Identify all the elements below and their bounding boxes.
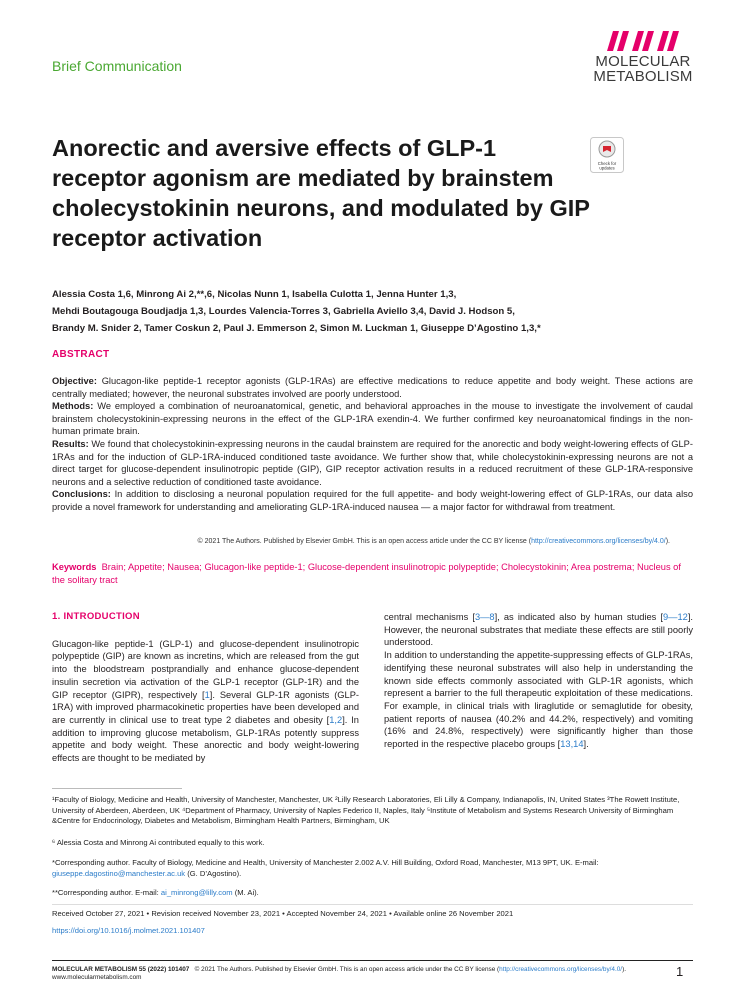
dates-divider — [52, 904, 693, 905]
license-suffix: ). — [665, 538, 670, 545]
section-label: Brief Communication — [52, 58, 182, 74]
intro-left-column — [52, 611, 359, 765]
author-line: Alessia Costa 1,6, Minrong Ai 2,**,6, Nicolas Nunn 1, Isabella Culotta 1, Jenna Hunter 1,3, — [52, 289, 457, 300]
keywords-text: Brain; Appetite; Nausea; Glucagon-like peptide-1; Glucose-dependent insulinotropic polypeptide; Cholecystokinin; Area postrema; Nucleus of the solitary tract — [52, 562, 681, 585]
logo-line1: MOLECULAR — [595, 53, 691, 70]
article-dates: Received October 27, 2021 • Revision received November 23, 2021 • Accepted November 24, 2021 • Available online 26 November 2021 — [52, 909, 514, 918]
footer-divider — [52, 960, 693, 961]
citation-link[interactable]: 13,14 — [560, 739, 584, 750]
author-line: Brandy M. Snider 2, Tamer Coskun 2, Paul J. Emmerson 2, Simon M. Luckman 1, Giuseppe D’Agostino 1,3,* — [52, 322, 541, 334]
citation-link[interactable]: 1,2 — [329, 714, 343, 725]
intro-paragraph-2: In addition to understanding the appetite-suppressing effects of GLP-1RAs, identifying these neuronal substrates will also help in understanding the known side effects commonly associated with GLP-1R agonists, which represent a barrier to the full therapeutic exploitation of these medications. For example, in clinical trials with liraglutide or semaglutide for obesity, patient reports of nausea (40.2% and 44.2%, respectively) and vomiting (16% and 24.8%, respectively) were significantly higher than those reported in the respective placebo groups [13,14]. — [384, 650, 693, 750]
methods-label: Methods: — [52, 401, 94, 412]
logo-line2: METABOLISM — [593, 68, 693, 85]
intro-paragraph-1-cont: central mechanisms [3—8], as indicated also by human studies [9—12]. However, the neuronal substrates that mediate these effects are still poorly understood. — [384, 612, 693, 648]
conclusions-label: Conclusions: — [52, 489, 111, 500]
author-list — [52, 287, 692, 337]
keywords-label: Keywords — [52, 562, 97, 572]
page-number: 1 — [676, 964, 684, 979]
corresponding-author-1: *Corresponding author. Faculty of Biology, Medicine and Health, University of Manchester 2.002 A.V. Hill Building, Oxford Road, Manchester, M13 9PT, UK. E-mail: giuseppe.dagostino@manchester.ac.uk (G. D’Agostino). — [52, 858, 599, 878]
citation-link[interactable]: 1 — [204, 689, 210, 700]
intro-paragraph-1: Glucagon-like peptide-1 (GLP-1) and glucose-dependent insulinotropic polypeptide (GIP) are known as incretins, which are released from the gut into the bloodstream postprandially and enhance glucose-dependent insulin secretion via activation of the GLP-1 receptor (GLP-1R) and the GIP receptor (GIPR), respectively [1]. Several GLP-1R agonists (GLP-1RA) with improved pharmacokinetic properties have been developed and are currently in clinical use to treat type 2 diabetes and obesity [1,2]. In addition to improving glucose metabolism, GLP-1RAs potently suppress appetite and body weight. These anorectic and body weight-lowering effects are thought to be mediated by — [52, 638, 359, 764]
footnote-divider — [52, 788, 182, 789]
corresponding-author-2: **Corresponding author. E-mail: ai_minrong@lilly.com (M. Ai). — [52, 888, 259, 897]
footer-license: © 2021 The Authors. Published by Elsevier GmbH. This is an open access article under the CC BY license ( — [194, 966, 500, 973]
affiliations: ¹Faculty of Biology, Medicine and Health, University of Manchester, Manchester, UK ²Lilly Research Laboratories, Eli Lilly & Company, Indianapolis, IN, United States ³The Rowett Institute, University of Aberdeen, Aberdeen, UK ⁴Department of Pharmacy, University of Naples Federico II, Naples, Italy ⁵Institute of Metabolism and Systems Research University of Birmingham &Centre for Endocrinology, Diabetes and Metabolism, Birmingham Health Partners, Birmingham, UK — [52, 795, 680, 826]
citation-link[interactable]: 9—12 — [663, 612, 688, 622]
journal-citation: MOLECULAR METABOLISM 55 (2022) 101407 — [52, 966, 190, 973]
abstract-methods — [52, 400, 693, 438]
license-prefix: © 2021 The Authors. Published by Elsevier GmbH. This is an open access article under the CC BY license ( — [197, 538, 532, 545]
objective-text: Glucagon-like peptide-1 receptor agonists (GLP-1RAs) are effective medications to reduce appetite and body weight. These actions are centrally mediated; however, the neuronal substrates involved are poorly understood. — [52, 376, 693, 399]
conclusions-text: In addition to disclosing a neuronal population required for the full appetite- and body weight-lowering effect of GLP-1RAs, our data also provide a novel framework for understanding and ameliorating GLP-1RA-induced nausea — a major factor for withdrawal from treatment. — [52, 489, 693, 512]
abstract-body — [52, 375, 693, 514]
citation-link[interactable]: 3—8 — [474, 612, 495, 622]
badge-line1: Check for — [597, 161, 617, 166]
footer-license-link[interactable]: http://creativecommons.org/licenses/by/4.0/ — [499, 966, 623, 973]
methods-text: We employed a combination of neuroanatomical, genetic, and behavioral approaches in the mouse to investigate the involvement of caudal brainstem cholecystokinin-expressing neurons in the effect of the GLP-1RA exendin-4. We further confirmed key neuroanatomical findings in the non-human primate brain. — [52, 401, 693, 437]
license-link[interactable]: http://creativecommons.org/licenses/by/4.0/ — [531, 538, 666, 545]
abstract-heading: ABSTRACT — [52, 349, 110, 360]
intro-heading: 1. INTRODUCTION — [52, 611, 140, 622]
badge-line2: updates — [599, 165, 615, 171]
intro-right-column — [384, 611, 693, 751]
page-footer: MOLECULAR METABOLISM 55 (2022) 101407 © 2021 The Authors. Published by Elsevier GmbH. This is an open access article under the CC BY license (http://creativecommons.org/licenses/by/4.0/). www.molecularmetabolism.com — [52, 966, 626, 981]
equal-contribution-note: ⁶ Alessia Costa and Minrong Ai contributed equally to this work. — [52, 838, 265, 847]
article-title: Anorectic and aversive effects of GLP-1 receptor agonism are mediated by brainstem cholecystokinin neurons, and modulated by GIP receptor activation — [52, 135, 590, 251]
journal-website[interactable]: www.molecularmetabolism.com — [52, 974, 142, 981]
abstract-results — [52, 438, 693, 488]
abstract-conclusions — [52, 488, 693, 513]
email-link[interactable]: giuseppe.dagostino@manchester.ac.uk — [52, 868, 186, 878]
check-for-updates-badge[interactable] — [590, 137, 624, 173]
objective-label: Objective: — [52, 376, 97, 386]
journal-logo-mark — [605, 31, 681, 51]
journal-logo[interactable] — [589, 31, 697, 84]
abstract-license — [52, 538, 670, 545]
results-label: Results: — [52, 438, 89, 449]
doi-link[interactable]: https://doi.org/10.1016/j.molmet.2021.101407 — [52, 926, 205, 935]
results-text: We found that cholecystokinin-expressing neurons in the caudal brainstem are required for the anorectic and body weight-lowering effects of GLP-1RAs and for the induction of GLP-1RA-induced conditioned taste avoidance. We further show that, while cholecystokinin-expressing neurons are not a direct target for glucose-dependent insulinotropic peptide (GIP), GIP receptor activation results in a reduced recruitment of these GLP-1RA-responsive neurons and a selective reduction of conditioned taste avoidance. — [52, 438, 693, 487]
email-link[interactable]: ai_minrong@lilly.com — [160, 888, 233, 897]
author-line: Mehdi Boutagouga Boudjadja 1,3, Lourdes Valencia-Torres 3, Gabriella Aviello 3,4, David J. Hodson 5, — [52, 305, 515, 317]
abstract-objective — [52, 375, 693, 400]
keywords — [52, 561, 693, 586]
